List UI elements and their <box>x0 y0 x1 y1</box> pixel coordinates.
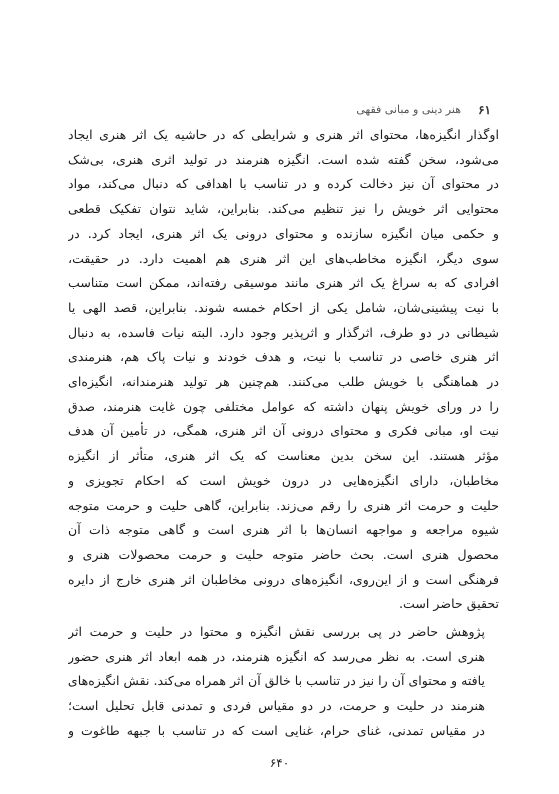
running-head <box>81 100 491 120</box>
text-line: مخاطبان، دارای انگیزه‌هایی در درون خویش است که احکام تجویزی و <box>68 472 499 488</box>
text-line: افرادی که به سراغ یک اثر هنری مانند موسیقی رفته‌اند، ممکن است متناسب <box>68 275 499 291</box>
body-text <box>68 123 499 744</box>
paragraph-1 <box>68 123 499 617</box>
text-line: در مقیاس تمدنی، غنای حرام، غنایی است که در تناسب با جبهه طاغوت و <box>68 722 485 738</box>
text-line: سوی دیگر، انگیزه مخاطب‌های این اثر هنری هم اهمیت دارد. در حقیقت، <box>68 250 499 266</box>
paragraph-2 <box>68 620 499 744</box>
text-line: مؤثر هستند. این سخن بدین معناست که یک اثر هنری، متأثر از انگیزه <box>68 448 499 464</box>
text-line: یافته و محتوای آن را نیز در تناسب با خالق آن اثر همراه می‌کند. نقش انگیزه‌های <box>68 673 485 689</box>
text-line: محتوایی اثر خویش را نیز تنظیم می‌کند. بنابراین، شاید نتوان تفکیک قطعی <box>68 201 499 217</box>
text-line: حلیت و حرمت اثر هنری را رقم می‌زند. بنابراین، گاهی حلیت و حرمت متوجه <box>68 497 499 513</box>
running-head-page-number: ۶۱ <box>478 103 491 117</box>
text-line: در محتوای آن نیز دخالت کرده و در تناسب با اهدافی که دنبال می‌کند، مواد <box>68 176 499 192</box>
running-head-title: هنر دینی و مبانی فقهی <box>356 103 461 116</box>
text-line: شیوه مراجعه و مواجهه انسان‌ها با اثر هنری است و گاهی متوجه ذات آن <box>68 522 499 538</box>
text-line: پژوهش حاضر در پی بررسی نقش انگیزه و محتوا در حلیت و حرمت اثر <box>68 624 485 640</box>
text-line: شیطانی در دو طرف، اثرگذار و اثرپذیر وجود دارد. البته نیات فاسده، به دنبال <box>68 324 499 340</box>
text-line: را در ورای خویش پنهان داشته که عوامل مختلفی چون غایت هنرمند، صدق <box>68 398 499 414</box>
text-line: و حکمی میان انگیزه سازنده و محتوای درونی یک اثر هنری، ایجاد کرد. در <box>68 225 499 241</box>
text-line: نیت او، مبانی فکری و محتوای درونی آن اثر هنری، همگی، در تأمین آن هدف <box>68 423 499 439</box>
text-line: اوگذار انگیزه‌ها، محتوای اثر هنری و شرایطی که در حاشیه یک اثر هنری ایجاد <box>68 127 499 142</box>
text-line: می‌شود، سخن گفته شده است. انگیزه هنرمند در تولید اثری هنری، بی‌شک <box>68 151 499 167</box>
page-number: ۶۴۰ <box>269 756 290 770</box>
text-line: فرهنگی است و از این‌روی، انگیزه‌های درونی مخاطبان اثر هنری خارج از دایره <box>68 571 499 587</box>
text-line: در هماهنگی با خویش طلب می‌کنند. هم‌چنین هر تولید هنرمندانه، انگیزه‌ای <box>68 374 499 390</box>
text-line: هنری است. به نظر می‌رسد که انگیزه هنرمند، در همه ابعاد اثر هنری حضور <box>68 648 485 664</box>
text-line: هنرمند در حلیت و حرمت، در دو مقیاس فردی و تمدنی قابل تحلیل است؛ <box>68 698 485 714</box>
text-line: با نیت پیشینی‌شان، شامل یکی از احکام خمسه شوند. بنابراین، قصد الهی یا <box>68 299 499 315</box>
text-line: تحقیق حاضر است. <box>399 596 499 612</box>
text-line: محصول هنری است. بحث حاضر متوجه حلیت و حرمت محصولات هنری و <box>68 546 499 562</box>
text-line: اثر هنری خاصی در تناسب با نیت، و هدف خودند و نیات پاک هم، هنرمندی <box>68 349 499 365</box>
